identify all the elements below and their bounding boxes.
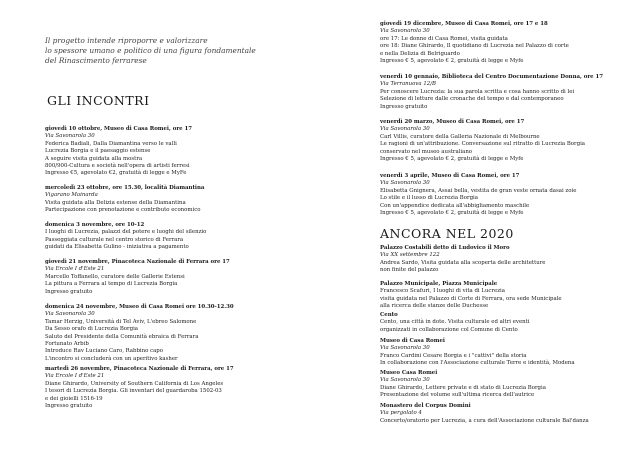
intro-line: Il progetto intende riproporre e valorizzare xyxy=(45,36,208,45)
event-line: Con un'appendice dedicata all'abbigliamento maschile xyxy=(380,202,530,209)
event-line: A seguire visita guidata alla mostra xyxy=(45,155,143,162)
event-line: Francesco Scafuri, I luoghi di vita di Lucrezia xyxy=(380,288,505,295)
section-title-ancora: ANCORA NEL 2020 xyxy=(380,226,514,241)
event-heading: Palazzo Costabili detto di Ludovico il Moro xyxy=(380,245,510,251)
event-line: Ingresso € 5, agevolato € 2, gratuità di legge e Myfe xyxy=(380,58,524,65)
event-line: ore 18: Diane Ghirardo, Il quotidiano di Lucrezia nel Palazzo di corte xyxy=(380,43,569,50)
event-address: Via Ercole I d'Este 21 xyxy=(45,266,105,273)
event-heading: domenica 24 novembre, Museo di Casa Romei ore 10.30-12.30 xyxy=(45,304,234,310)
event-line: Marcello Toffanello, curatore delle Gallerie Estensi xyxy=(45,273,185,280)
event-block xyxy=(45,366,234,410)
event-heading: giovedì 10 ottobre, Museo di Casa Romei, ore 17 xyxy=(45,126,192,132)
event-line: Lo stile e il lusso di Lucrezia Borgia xyxy=(380,195,478,202)
event-address: Via XX settembre 122 xyxy=(380,252,440,259)
event-block xyxy=(380,370,546,400)
event-address: Via pergolato 4 xyxy=(380,410,422,417)
event-line: Carl Villis, curatore della Galleria Nazionale di Melbourne xyxy=(380,133,540,140)
event-heading: Monastero del Corpus Domini xyxy=(380,403,471,409)
event-line: Diane Ghirardo, University of Southern California di Los Angeles xyxy=(45,380,224,387)
event-address: Via Savonarola 30 xyxy=(45,133,95,140)
event-line: Andrea Sardo, Visita guidata alla scoperta delle architetture xyxy=(380,259,546,266)
event-line: Ingresso gratuito xyxy=(45,403,93,410)
event-heading: Palazzo Municipale, Piazza Municipale xyxy=(380,281,498,287)
event-line: alla ricerca delle stanze delle Duchesse xyxy=(380,303,489,310)
event-address: Via Terranuova 12/B xyxy=(380,81,436,88)
event-line: Federica Badiali, Dalla Diamantina verso le valli xyxy=(45,140,177,147)
event-block xyxy=(45,259,230,296)
event-line: Le ragioni di un'attribuzione. Conversazione sul ritratto di Lucrezia Borgia xyxy=(380,141,586,148)
event-heading: venerdì 3 aprile, Museo di Casa Romei, ore 17 xyxy=(380,173,520,179)
event-heading: domenica 3 novembre, ore 10-12 xyxy=(45,222,145,228)
event-line: organizzati in collaborazione col Comune di Cento xyxy=(380,326,518,333)
event-block xyxy=(380,74,603,111)
event-line: Lucrezia Borgia e il paesaggio estense xyxy=(45,148,151,155)
event-line: Franco Cardini Cesare Borgia e i "cattivi" della storia xyxy=(380,352,527,359)
event-heading: venerdì 10 gennaio, Biblioteca del Centro Documentazione Donna, ore 17 xyxy=(380,74,603,80)
event-line: e nella Delizia di Belriguardo xyxy=(380,50,460,57)
event-block xyxy=(380,281,562,311)
event-address: Vigarano Mainarda xyxy=(45,192,98,199)
intro-line: lo spessore umano e politico di una figura fondamentale xyxy=(45,46,256,55)
event-block xyxy=(380,173,576,217)
event-block xyxy=(45,304,234,363)
event-address: Via Savonarola 30 xyxy=(380,28,430,35)
event-block xyxy=(380,21,569,65)
event-line: Cento, una città in dote. Visita culturale ed altri eventi xyxy=(380,319,530,326)
event-heading: Museo di Casa Romei xyxy=(380,338,445,344)
event-line: e dei gioielli 1516-19 xyxy=(45,395,103,402)
event-block xyxy=(380,245,546,275)
event-line: Selezione di letture dalle cronache del tempo e dal contemporaneo xyxy=(380,96,564,103)
event-block xyxy=(45,222,206,252)
intro-text xyxy=(45,36,256,66)
event-line: visita guidata nel Palazzo di Corte di Ferrara, ora sede Municipale xyxy=(380,295,562,302)
event-heading: Cento xyxy=(380,312,398,318)
event-heading: Museo Casa Romei xyxy=(380,370,438,376)
event-address: Via Ercole I d'Este 21 xyxy=(45,373,105,380)
event-line: Fortunato Arbib xyxy=(45,341,89,348)
intro-line: del Rinascimento ferrarese xyxy=(45,56,147,65)
event-line: Concerto/oratorio per Lucrezia, a cura dell'Associazione culturale Bal'danza xyxy=(380,417,589,424)
event-line: Per conoscere Lucrezia: la sua parola scritta e cosa hanno scritto di lei xyxy=(380,88,575,95)
event-line: Ingresso gratuito xyxy=(380,103,428,110)
event-line: I tesori di Lucrezia Borgia. Gli inventari del guardaroba 1502-03 xyxy=(45,388,222,395)
event-line: 800/900-Cultura e società nell'opera di artisti ferresi xyxy=(45,163,190,170)
event-line: Da Sesso orafo di Lucrezia Borgia xyxy=(45,326,139,333)
event-line: Ingresso € 5, agevolato € 2, gratuità di legge e Myfe xyxy=(380,210,524,217)
event-heading: martedì 26 novembre, Pinacoteca Nazionale di Ferrara, ore 17 xyxy=(45,366,234,372)
event-address: Via Savonarola 30 xyxy=(45,311,95,318)
section-title-incontri: GLI INCONTRI xyxy=(47,93,150,108)
event-line: Introduce Rav Luciano Caro, Rabbino capo xyxy=(45,348,163,355)
event-heading: mercoledì 23 ottobre, ore 15.30, località Diamantina xyxy=(45,185,205,191)
event-address: Via Savonarola 30 xyxy=(380,180,430,187)
event-block xyxy=(380,338,575,368)
event-line: Visita guidata alla Delizia estense della Diamantina xyxy=(45,199,186,206)
event-address: Via Savonarola 30 xyxy=(380,377,430,384)
event-line: Tamar Herzig, Università di Tel Aviv, L'ebreo Salomone xyxy=(45,318,197,325)
event-line: ore 17: Le donne di Casa Romei, visita guidata xyxy=(380,35,508,42)
event-line: I luoghi di Lucrezia, palazzi del potere e luoghi del silenzio xyxy=(45,229,207,236)
event-block xyxy=(380,403,589,425)
event-block xyxy=(45,185,204,215)
event-line: La pittura a Ferrara al tempo di Lucrezia Borgia xyxy=(45,281,178,288)
event-line: Passeggiata culturale nel centro storico di Ferrara xyxy=(45,236,184,243)
event-block xyxy=(45,126,192,178)
event-line: Elisabetta Gnignera, Assai bella, vestita de gran veste ornata dasai zoie xyxy=(380,187,577,194)
event-heading: venerdì 20 marzo, Museo di Casa Romei, ore 17 xyxy=(380,119,525,125)
event-line: conservato nel museo australiano xyxy=(380,148,473,155)
event-heading: giovedì 21 novembre, Pinacoteca Nazionale di Ferrara ore 17 xyxy=(45,259,230,265)
event-block xyxy=(380,312,530,334)
event-line: non finite del palazzo xyxy=(380,267,439,274)
event-line: L'incontro si concluderà con un aperitivo kasher xyxy=(45,355,178,362)
event-line: Ingresso € 5, agevolato € 2, gratuità di legge e Myfe xyxy=(380,156,524,163)
event-address: Via Savonarola 30 xyxy=(380,126,430,133)
event-line: Presentazione del volume sull'ultima ricerca dell'autrice xyxy=(380,392,535,399)
event-line: Ingresso gratuito xyxy=(45,288,93,295)
event-block xyxy=(380,119,585,163)
event-line: Saluto del Presidente della Comunità ebraica di Ferrara xyxy=(45,333,199,340)
event-address: Via Savonarola 30 xyxy=(380,345,430,352)
event-heading: giovedì 19 dicembre, Museo di Casa Romei, ore 17 e 18 xyxy=(380,21,548,27)
event-line: Ingresso €5, agevolato €2, gratuità di legge e MyFe xyxy=(45,170,187,177)
event-line: Diane Ghirardo, Lettere private e di stato di Lucrezia Borgia xyxy=(380,384,546,391)
event-line: Partecipazione con prenotazione e contributo economico xyxy=(45,207,201,214)
event-line: guidati da Elisabetta Gulino - iniziativa a pagamento xyxy=(45,244,189,251)
event-line: In collaborazione con l'Associazione culturale Terre e identità, Modena xyxy=(380,360,575,367)
